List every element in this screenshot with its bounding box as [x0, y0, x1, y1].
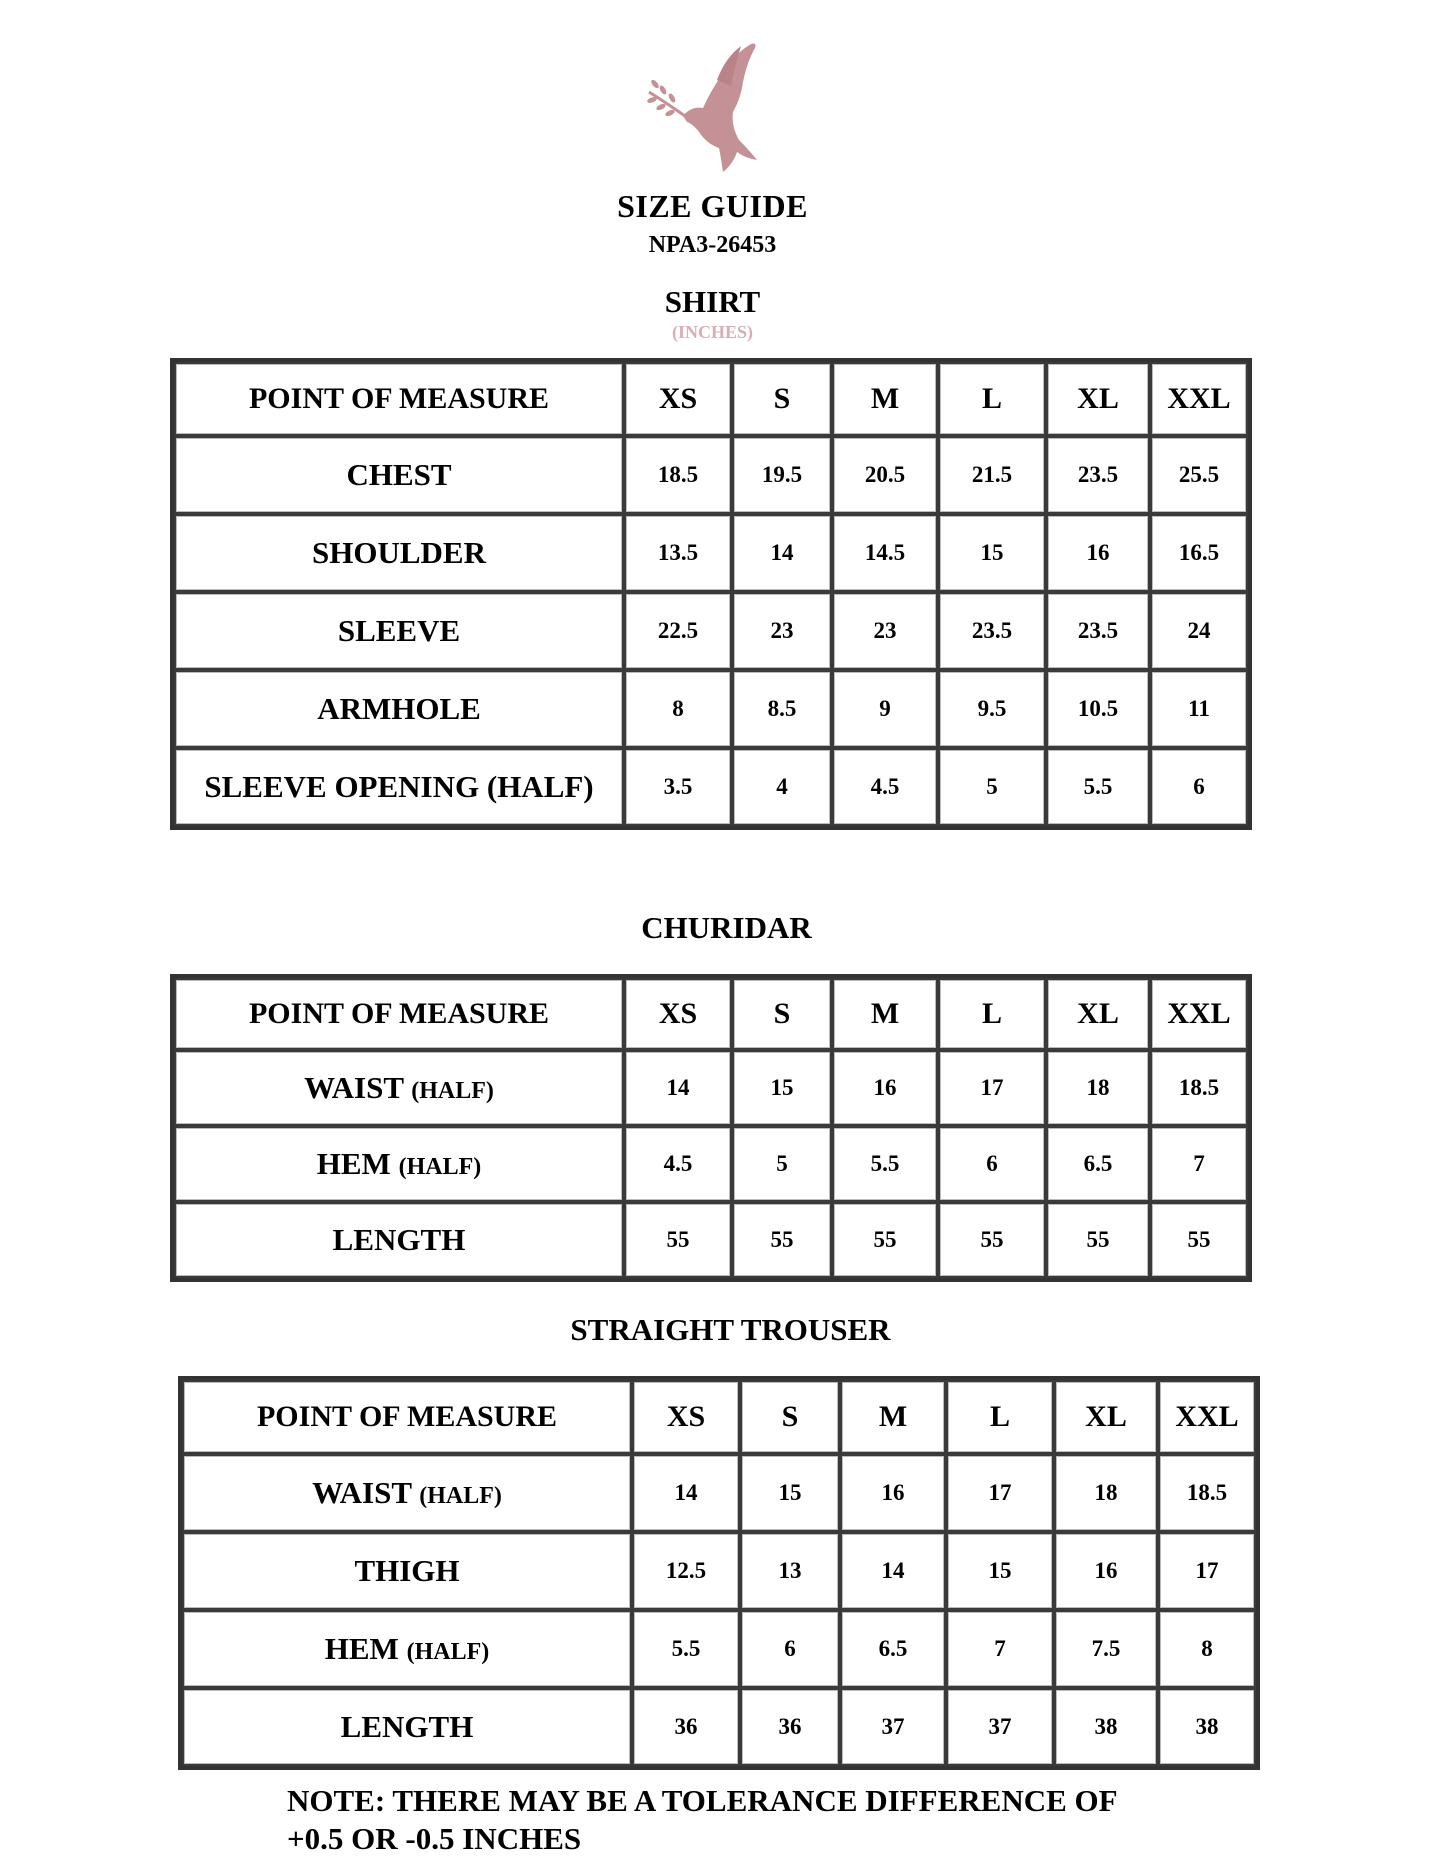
churidar-size-table: [170, 974, 1252, 1282]
table-header-row: [182, 1380, 1256, 1454]
measure-label: SLEEVE: [174, 592, 624, 670]
size-value: 12.5: [632, 1532, 740, 1610]
size-value: 23.5: [1046, 436, 1150, 514]
size-value: 13: [740, 1532, 840, 1610]
size-value: 37: [946, 1688, 1054, 1766]
size-value: 3.5: [624, 748, 732, 826]
size-value: 5: [938, 748, 1046, 826]
size-value: 18.5: [1150, 1050, 1248, 1126]
tolerance-note: [287, 1782, 1287, 1858]
size-value: 5.5: [632, 1610, 740, 1688]
column-header: M: [832, 362, 938, 436]
size-value: 14: [624, 1050, 732, 1126]
size-value: 13.5: [624, 514, 732, 592]
size-value: 6: [1150, 748, 1248, 826]
size-value: 6: [938, 1126, 1046, 1202]
size-value: 4: [732, 748, 832, 826]
note-line-2: +0.5 OR -0.5 INCHES: [287, 1821, 582, 1856]
trouser-size-table: [178, 1376, 1260, 1770]
size-value: 55: [624, 1202, 732, 1278]
size-value: 18.5: [624, 436, 732, 514]
measure-label: [174, 1050, 624, 1126]
size-value: 36: [632, 1688, 740, 1766]
measure-label: THIGH: [182, 1532, 632, 1610]
column-header: XL: [1046, 978, 1150, 1050]
column-header: XS: [632, 1380, 740, 1454]
size-value: 18: [1046, 1050, 1150, 1126]
shirt-size-table: [170, 358, 1252, 830]
size-value: 55: [1150, 1202, 1248, 1278]
size-value: 21.5: [938, 436, 1046, 514]
table-row: [182, 1688, 1256, 1766]
table-header-row: [174, 978, 1248, 1050]
column-header: XXL: [1150, 978, 1248, 1050]
size-value: 4.5: [832, 748, 938, 826]
size-value: 6.5: [1046, 1126, 1150, 1202]
size-value: 23: [732, 592, 832, 670]
measure-label: LENGTH: [174, 1202, 624, 1278]
size-value: 5.5: [1046, 748, 1150, 826]
size-value: 19.5: [732, 436, 832, 514]
column-header: XXL: [1150, 362, 1248, 436]
size-value: 6: [740, 1610, 840, 1688]
size-value: 25.5: [1150, 436, 1248, 514]
column-header: L: [946, 1380, 1054, 1454]
size-value: 38: [1054, 1688, 1158, 1766]
size-value: 38: [1158, 1688, 1256, 1766]
measure-label: SHOULDER: [174, 514, 624, 592]
size-value: 8: [1158, 1610, 1256, 1688]
column-header: M: [840, 1380, 946, 1454]
size-value: 5.5: [832, 1126, 938, 1202]
table-row: [182, 1532, 1256, 1610]
size-value: 20.5: [832, 436, 938, 514]
measure-label: LENGTH: [182, 1688, 632, 1766]
size-value: 7: [946, 1610, 1054, 1688]
column-header: S: [732, 978, 832, 1050]
size-value: 14: [732, 514, 832, 592]
column-header: XL: [1054, 1380, 1158, 1454]
table-header-row: [174, 362, 1248, 436]
measure-name: HEM: [324, 1631, 399, 1666]
size-value: 23.5: [1046, 592, 1150, 670]
size-value: 17: [946, 1454, 1054, 1532]
size-value: 4.5: [624, 1126, 732, 1202]
shirt-section-title: SHIRT: [664, 284, 761, 319]
size-value: 9.5: [938, 670, 1046, 748]
table-row: [182, 1610, 1256, 1688]
size-value: 10.5: [1046, 670, 1150, 748]
column-header: POINT OF MEASURE: [182, 1380, 632, 1454]
size-value: 23: [832, 592, 938, 670]
size-value: 15: [740, 1454, 840, 1532]
size-value: 7.5: [1054, 1610, 1158, 1688]
measure-qualifier: (HALF): [398, 1154, 482, 1181]
size-value: 22.5: [624, 592, 732, 670]
size-value: 15: [732, 1050, 832, 1126]
measure-name: WAIST: [304, 1070, 404, 1106]
size-value: 11: [1150, 670, 1248, 748]
size-value: 14: [632, 1454, 740, 1532]
column-header: XXL: [1158, 1380, 1256, 1454]
measure-label: [182, 1454, 632, 1532]
table-row: [174, 592, 1248, 670]
size-value: 16: [840, 1454, 946, 1532]
size-value: 37: [840, 1688, 946, 1766]
churidar-section-title: CHURIDAR: [641, 910, 812, 945]
size-value: 16: [1054, 1532, 1158, 1610]
size-value: 8: [624, 670, 732, 748]
table-row: [182, 1454, 1256, 1532]
column-header: XS: [624, 362, 732, 436]
dove-with-olive-branch-icon: [647, 40, 767, 172]
measure-qualifier: (HALF): [419, 1483, 502, 1510]
column-header: POINT OF MEASURE: [174, 362, 624, 436]
measure-name: WAIST: [312, 1475, 412, 1511]
size-value: 36: [740, 1688, 840, 1766]
size-value: 16.5: [1150, 514, 1248, 592]
size-value: 14.5: [832, 514, 938, 592]
size-value: 7: [1150, 1126, 1248, 1202]
measure-qualifier: (HALF): [411, 1078, 494, 1105]
size-value: 55: [938, 1202, 1046, 1278]
column-header: L: [938, 978, 1046, 1050]
trouser-section-title: STRAIGHT TROUSER: [570, 1312, 891, 1347]
column-header: M: [832, 978, 938, 1050]
table-row: [174, 1202, 1248, 1278]
size-value: 16: [832, 1050, 938, 1126]
size-value: 18: [1054, 1454, 1158, 1532]
size-value: 9: [832, 670, 938, 748]
size-value: 8.5: [732, 670, 832, 748]
size-value: 15: [938, 514, 1046, 592]
column-header: L: [938, 362, 1046, 436]
size-value: 14: [840, 1532, 946, 1610]
size-value: 17: [938, 1050, 1046, 1126]
size-value: 55: [1046, 1202, 1150, 1278]
table-row: [174, 436, 1248, 514]
measure-label: [174, 1126, 624, 1202]
size-value: 15: [946, 1532, 1054, 1610]
column-header: XS: [624, 978, 732, 1050]
size-value: 23.5: [938, 592, 1046, 670]
shirt-units-label: (INCHES): [671, 322, 753, 342]
size-value: 16: [1046, 514, 1150, 592]
size-value: 55: [732, 1202, 832, 1278]
measure-label: SLEEVE OPENING (HALF): [174, 748, 624, 826]
product-code: NPA3-26453: [648, 232, 777, 258]
table-row: [174, 1126, 1248, 1202]
size-value: 24: [1150, 592, 1248, 670]
page-title: SIZE GUIDE: [617, 188, 808, 224]
size-value: 17: [1158, 1532, 1256, 1610]
size-value: 5: [732, 1126, 832, 1202]
size-value: 18.5: [1158, 1454, 1256, 1532]
size-value: 55: [832, 1202, 938, 1278]
table-row: [174, 670, 1248, 748]
measure-name: HEM: [316, 1146, 391, 1182]
column-header: XL: [1046, 362, 1150, 436]
measure-label: ARMHOLE: [174, 670, 624, 748]
column-header: POINT OF MEASURE: [174, 978, 624, 1050]
measure-label: CHEST: [174, 436, 624, 514]
table-row: [174, 514, 1248, 592]
column-header: S: [740, 1380, 840, 1454]
measure-label: [182, 1610, 632, 1688]
table-row: [174, 748, 1248, 826]
note-line-1: NOTE: THERE MAY BE A TOLERANCE DIFFERENCE OF: [287, 1783, 1118, 1818]
table-row: [174, 1050, 1248, 1126]
measure-qualifier: (HALF): [406, 1639, 490, 1665]
column-header: S: [732, 362, 832, 436]
size-value: 6.5: [840, 1610, 946, 1688]
